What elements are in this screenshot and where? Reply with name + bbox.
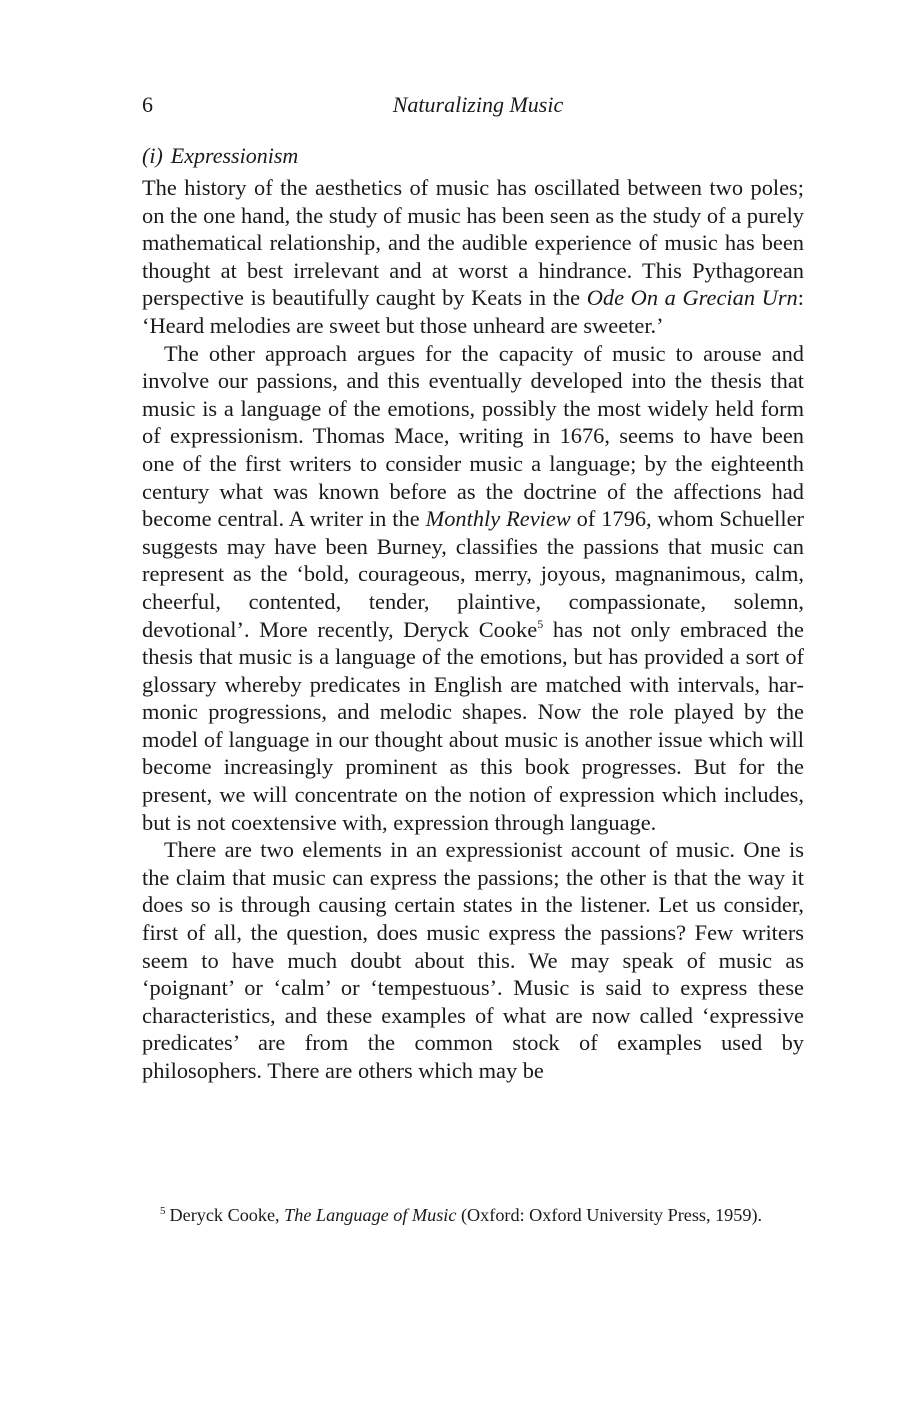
footnote bbox=[142, 1203, 804, 1227]
text-run: of 1796, whom Schueller suggests may have been Burney, classifies the passions that music can represent as the ‘bold, courageous, merry, joyous, magnanimous, calm, cheerful, contented, tender, plaintive, compassionate, solemn, devotional’. More recently, Deryck Cooke bbox=[142, 506, 804, 642]
section-title: Expressionism bbox=[170, 143, 299, 168]
footnote-reference[interactable]: 5 bbox=[537, 616, 544, 631]
text-run: has not only embraced the thesis that music is a language of the emotions, but has provided a sort of glossary whereby predicates in English are matched with intervals, harmonic progressions, and melodic shapes. Now the role played by the model of language in our thought about music is another issue which will become increasingly prominent as this book progresses. But for the present, we will concentrate on the notion of expression which includes, but is not coextensive with, expression through language. bbox=[142, 616, 804, 835]
journal-title: Monthly Review bbox=[425, 506, 571, 532]
footnote-marker: 5 bbox=[160, 1205, 166, 1217]
section-number: (i) bbox=[142, 143, 163, 168]
text-run: The other approach argues for the capacity of music to arouse and involve our passions, and this eventually developed into the thesis that music is a language of the emotions, possibly the most widely held form of expressionism. Thomas Mace, writing in 1676, seems to have been one of the first writers to consider music a language; by the eighteenth century what was known before as the doctrine of the affections had become central. A writer in the bbox=[142, 340, 804, 532]
text-run: The history of the aesthetics of music has oscillated between two poles; on the one hand, the study of music has been seen as the study of a purely mathematical relationship, and the audible experience of music has been thought at best irrelevant and at worst a hindrance. This Pythagorean perspective is beautifully caught by Keats in the bbox=[142, 175, 804, 311]
body-text bbox=[142, 174, 804, 1085]
section-heading bbox=[142, 141, 804, 171]
footnote-publication: (Oxford: Oxford University Press, 1959). bbox=[456, 1205, 763, 1225]
footnote-book-title: The Language of Music bbox=[284, 1205, 457, 1225]
paragraph-2 bbox=[142, 340, 804, 837]
book-title: Naturalizing Music bbox=[392, 92, 564, 117]
footnote-author: Deryck Cooke, bbox=[169, 1205, 285, 1225]
paragraph-3 bbox=[142, 836, 804, 1084]
book-page bbox=[142, 88, 804, 1085]
poem-title: Ode On a Grecian Urn bbox=[586, 285, 798, 311]
text-run: There are two elements in an expressionist account of music. One is the claim that music can express the passions; the other is that the way it does so is through causing certain states in the listener. Let us consider, first of all, the question, does music express the passions? Few writers seem to have much doubt about this. We may speak of music as ‘poignant’ or ‘calm’ or ‘tempestuous’. Music is said to express these characteristics, and these examples of what are now called ‘expressive predicates’ are from the common stock of examples used by philosophers. There are others which may be bbox=[142, 837, 804, 1083]
paragraph-1 bbox=[142, 174, 804, 340]
text-run: : ‘Heard melodies are sweet but those unheard are sweeter.’ bbox=[142, 285, 804, 338]
running-head bbox=[142, 88, 804, 122]
page-number: 6 bbox=[142, 92, 153, 117]
